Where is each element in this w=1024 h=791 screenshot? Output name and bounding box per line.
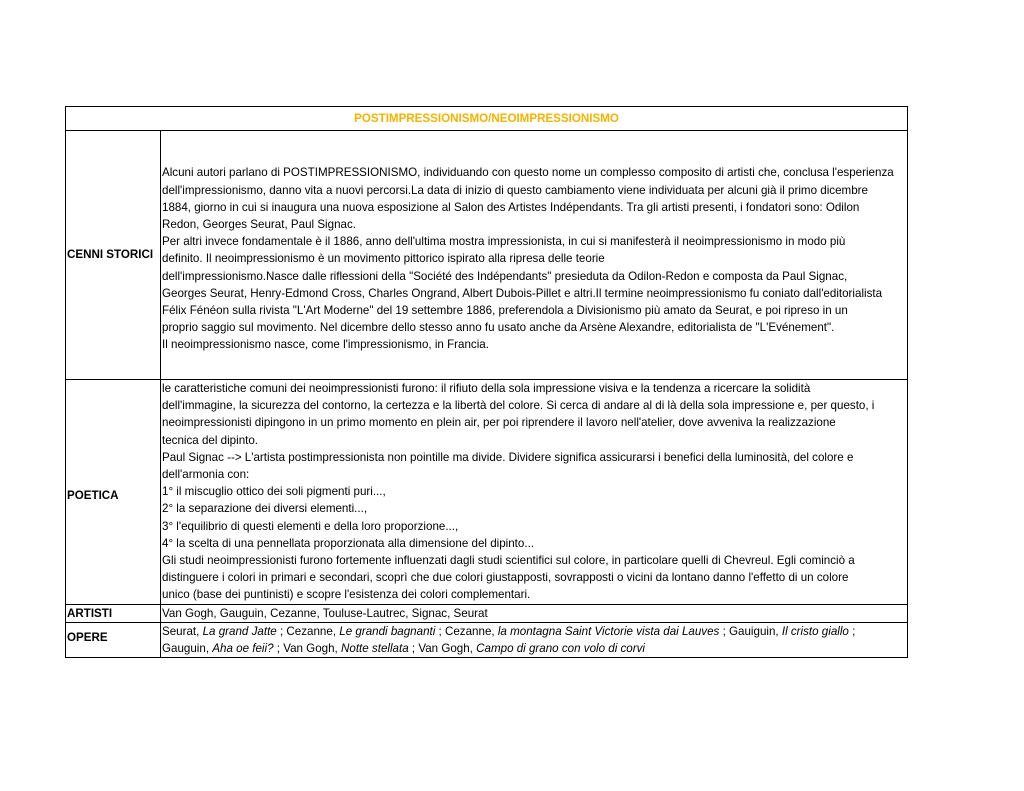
row-opere bbox=[66, 622, 908, 657]
text-line: dell'impressionismo, danno vita a nuovi percorsi.La data di inizio di questo cambiamento viene individuata per alcuni già il primo dicembre bbox=[162, 183, 868, 197]
row-cenni-storici bbox=[66, 131, 908, 380]
artwork-title: La grand Jatte bbox=[202, 624, 277, 638]
text-line: Alcuni autori parlano di POSTIMPRESSIONISMO, individuando con questo nome un complesso composito di artisti che, conclusa l'esperienza bbox=[162, 166, 894, 180]
text-line: dell'impressionismo.Nasce dalle riflessioni della "Société des Indépendants" presieduta da Odilon-Redon e composta da Paul Signac, bbox=[162, 269, 848, 283]
artwork-title: Notte stellata bbox=[341, 642, 409, 656]
artwork-title: Le grandi bagnanti bbox=[339, 624, 436, 638]
label-opere[interactable]: OPERE bbox=[66, 622, 161, 657]
text-line: Il neoimpressionismo nasce, come l'impressionismo, in Francia. bbox=[162, 338, 489, 352]
artist-text: ; Gauiguin, bbox=[719, 624, 782, 638]
text-line: neoimpressionisti dipingono in un primo momento en plein air, per poi riprendere il lavoro nell'atelier, dove avveniva la realizzazione bbox=[162, 416, 836, 430]
artist-text: ; Cezanne, bbox=[435, 624, 498, 638]
opere-line-2 bbox=[162, 640, 906, 657]
text-line: 3° l'equilibrio di questi elementi e della loro proporzione..., bbox=[162, 519, 459, 533]
text-line: definito. Il neoimpressionismo è un movimento pittorico ispirato alla ripresa delle teorie bbox=[162, 252, 605, 266]
text-line: 1884, giorno in cui si inaugura una nuova esposizione al Salon des Artistes Indépendants. Tra gli artisti presenti, i fondatori sono: Odilon bbox=[162, 200, 860, 214]
text-line: 1° il miscuglio ottico dei soli pigmenti puri..., bbox=[162, 485, 386, 499]
text-line: Paul Signac --> L'artista postimpressionista non pointille ma divide. Dividere significa assicurarsi i benefici della luminosità, del colore e bbox=[162, 450, 854, 464]
artisti-cell[interactable]: Van Gogh, Gauguin, Cezanne, Touluse-Lautrec, Signac, Seurat bbox=[161, 604, 908, 622]
poetica-cell[interactable] bbox=[161, 380, 908, 605]
text-line: dell'armonia con: bbox=[162, 468, 250, 482]
label-cenni-storici[interactable]: CENNI STORICI bbox=[66, 131, 161, 380]
cenni-storici-text bbox=[162, 164, 906, 353]
artist-text: Gauguin, bbox=[162, 642, 213, 656]
text-line: dell'immagine, la sicurezza del contorno, la certezza e la libertà del colore. Si cerca di andare al di là della sola impressione e, per questo, i bbox=[162, 399, 875, 413]
row-poetica bbox=[66, 380, 908, 605]
opere-cell[interactable] bbox=[161, 622, 908, 657]
text-line: Gli studi neoimpressionisti furono fortemente influenzati dagli studi scientifici sul colore, in particolare quelli di Chevreul. Egli cominciò a bbox=[162, 554, 855, 568]
artwork-title: Campo di grano con volo di corvi bbox=[476, 642, 645, 656]
artist-text: ; Van Gogh, bbox=[273, 642, 341, 656]
text-line: Per altri invece fondamentale è il 1886, anno dell'ultima mostra impressionista, in cui si manifesterà il neoimpressionismo in modo più bbox=[162, 235, 846, 249]
artwork-title: Aha oe feii? bbox=[212, 642, 274, 656]
text-line: 2° la separazione dei diversi elementi..., bbox=[162, 502, 368, 516]
spreadsheet-table bbox=[65, 106, 908, 658]
text-line: unico (base dei puntinisti) e scopre l'esistenza dei colori complementari. bbox=[162, 588, 531, 602]
label-artisti[interactable]: ARTISTI bbox=[66, 604, 161, 622]
text-line: tecnica del dipinto. bbox=[162, 433, 259, 447]
text-line: le caratteristiche comuni dei neoimpressionisti furono: il rifiuto della sola impressione visiva e la tendenza a ricercare la solidità bbox=[162, 382, 811, 395]
title-row bbox=[66, 107, 908, 131]
sheet-title[interactable]: POSTIMPRESSIONISMO/NEOIMPRESSIONISMO bbox=[66, 107, 908, 131]
text-line: Redon, Georges Seurat, Paul Signac. bbox=[162, 217, 356, 231]
cenni-storici-cell[interactable] bbox=[161, 131, 908, 380]
text-line: proprio saggio sul movimento. Nel dicembre dello stesso anno fu usato anche da Arsène Alexandre, editorialista de "L'Evénement". bbox=[162, 321, 835, 335]
label-poetica[interactable]: POETICA bbox=[66, 380, 161, 605]
poetica-text bbox=[162, 380, 906, 604]
text-line: 4° la scelta di una pennellata proporzionata alla dimensione del dipinto... bbox=[162, 536, 535, 550]
text-line: Félix Fénéon sulla rivista "L'Art Moderne" del 19 settembre 1886, preferendola a Divisionismo più amato da Seurat, e poi ripreso in un bbox=[162, 304, 848, 317]
artwork-title: Il cristo giallo bbox=[781, 624, 849, 638]
artist-text: ; Cezanne, bbox=[276, 624, 340, 638]
artist-text: ; Van Gogh, bbox=[408, 642, 477, 656]
artist-text: ; bbox=[848, 624, 856, 638]
text-line: Georges Seurat, Henry-Edmond Cross, Charles Ongrand, Albert Dubois-Pillet e altri.Il termine neoimpressionismo fu coniato dall'editorialista bbox=[162, 286, 883, 300]
text-line: distinguere i colori in primari e secondari, scoprì che due colori giustapposti, sovrapposti o vicini da lontano danno l'effetto di un colore bbox=[162, 571, 849, 585]
artist-text: Seurat, bbox=[162, 624, 203, 638]
row-artisti bbox=[66, 604, 908, 622]
artwork-title: la montagna Saint Victorie vista dai Lauves bbox=[497, 624, 720, 638]
opere-line-1 bbox=[162, 623, 906, 640]
